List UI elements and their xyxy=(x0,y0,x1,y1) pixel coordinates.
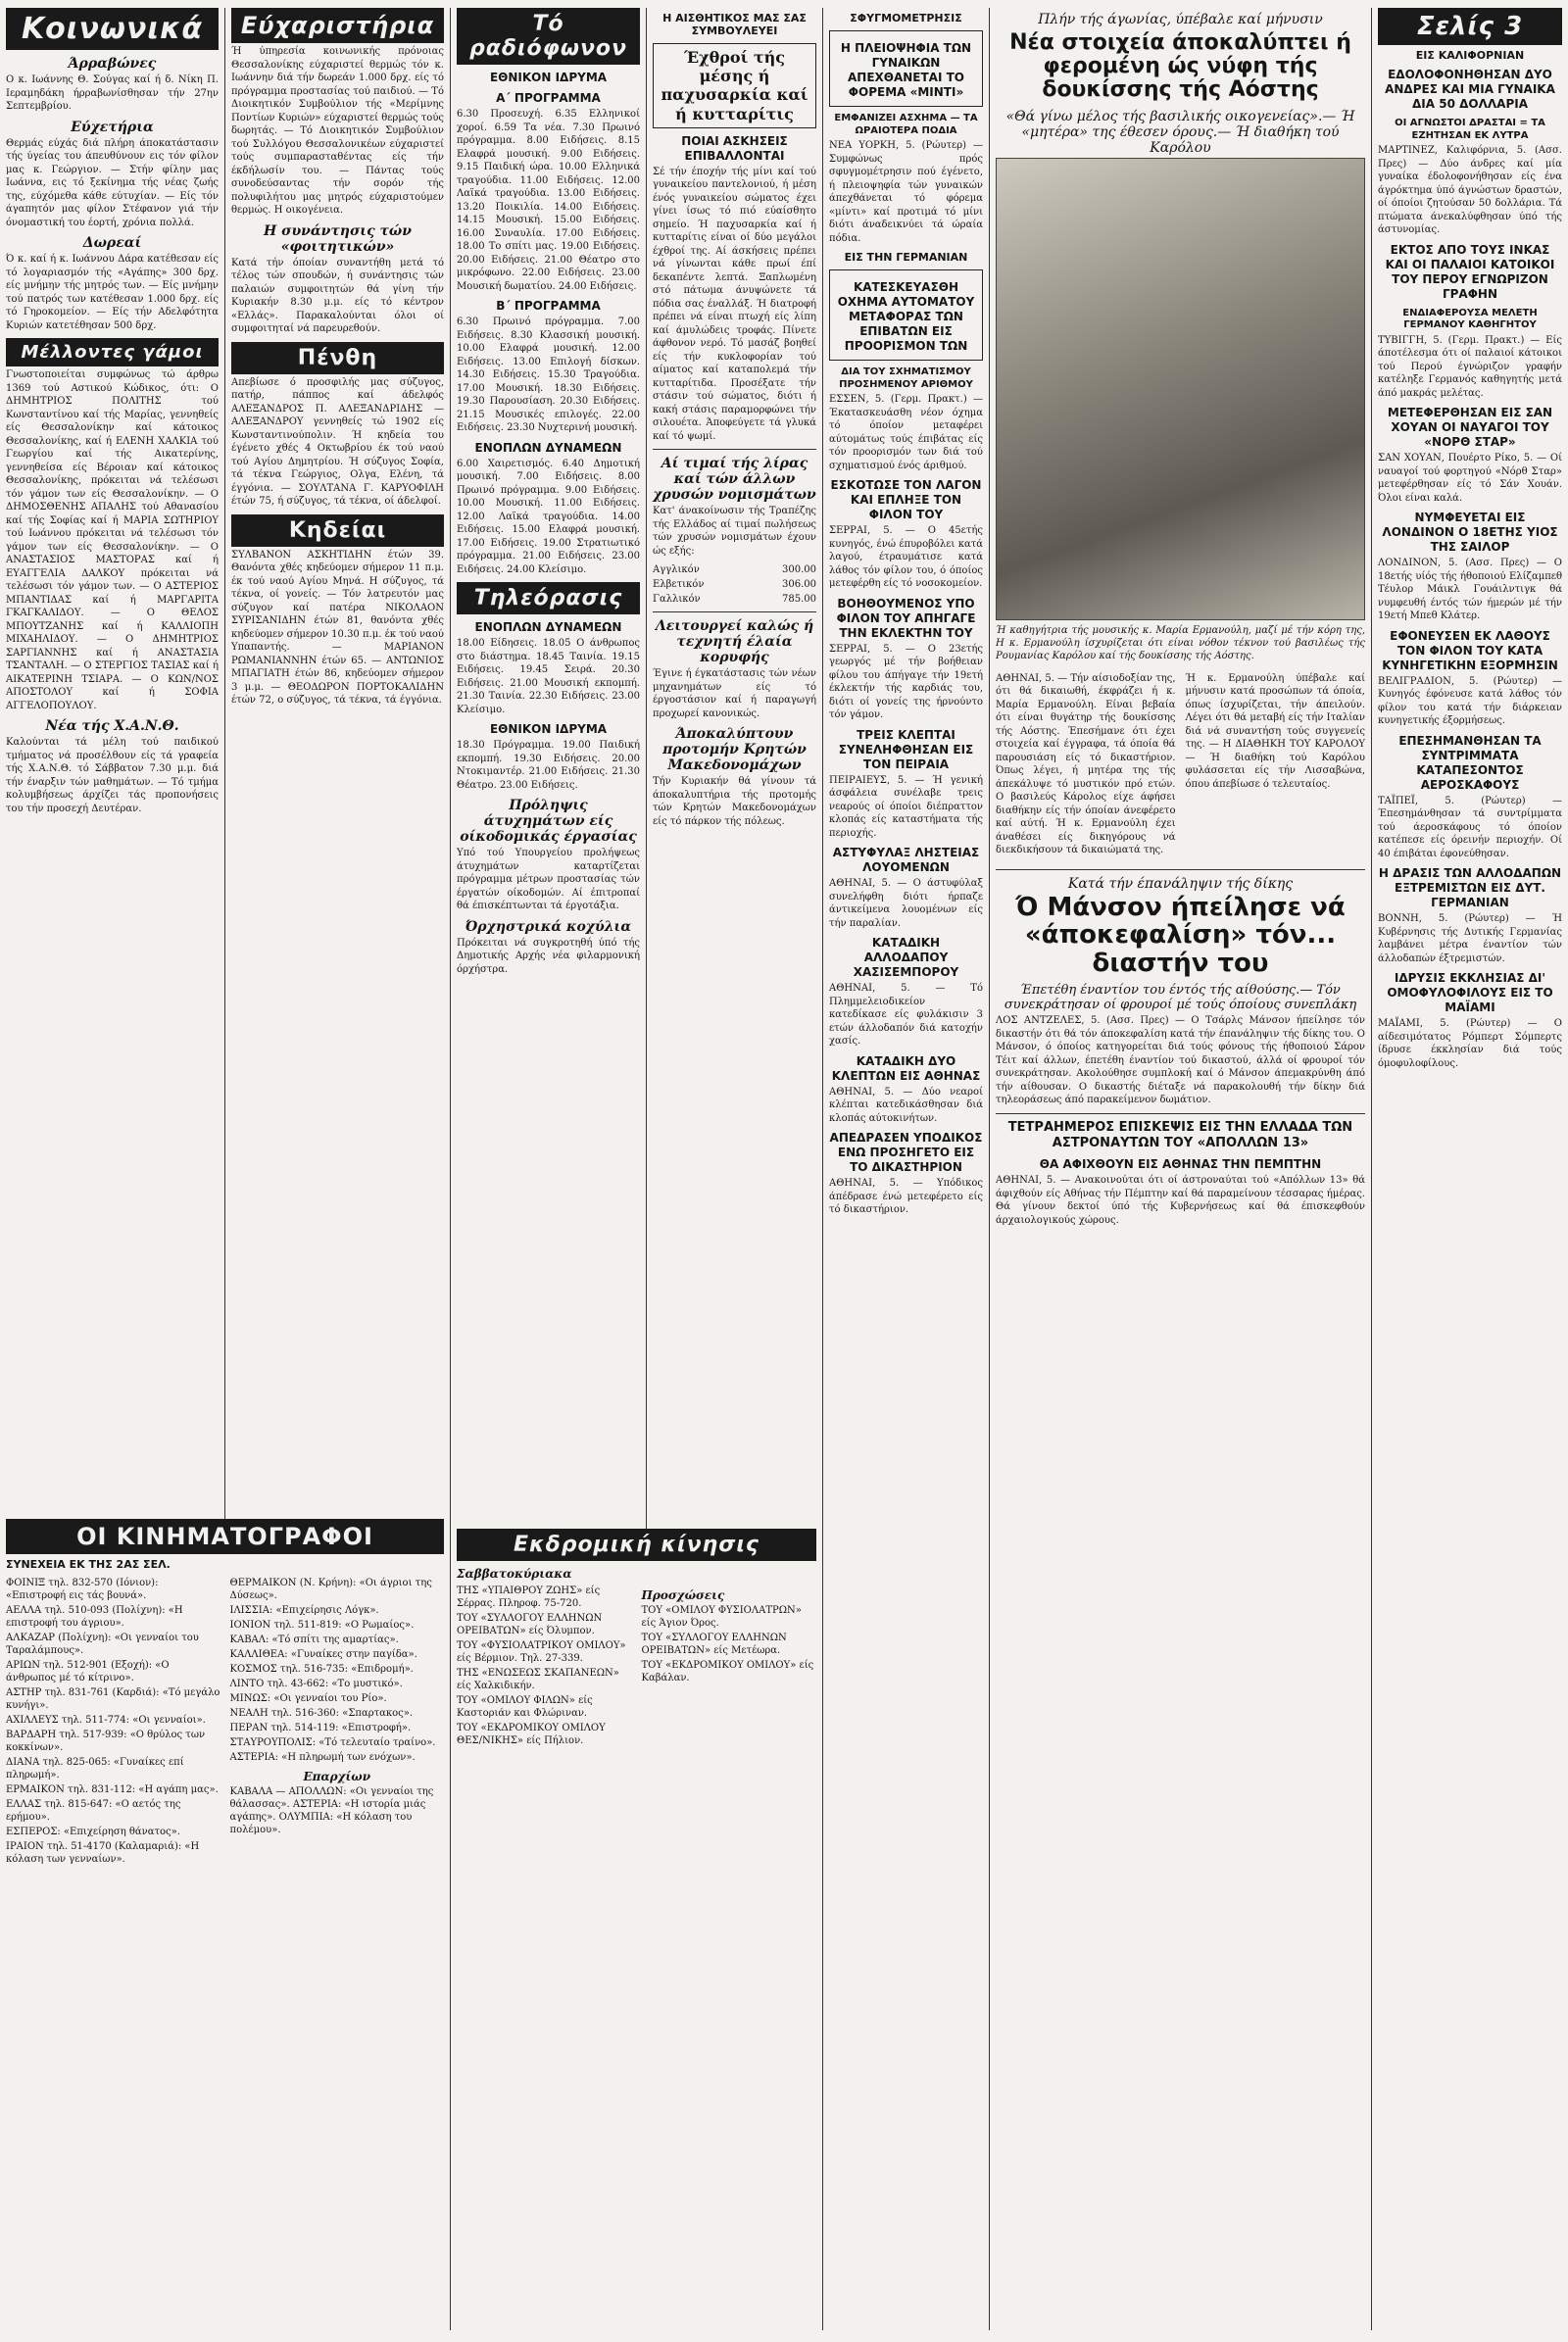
survey-text: ΝΕΑ ΥΟΡΚΗ, 5. (Ρώυτερ) — Συμφώνως πρός σφυγμομέτρησιν πού έγένετο, ή πλειοψηφία τών γυναικών άπεχθάνεται τό φόρεμα «μίντι» καί προτιμά τό μίνι διότι άναδεικνύει τά ώραία πόδια. xyxy=(829,140,983,244)
accident-prevention-heading: Πρόληψις άτυχημάτων είς οίκοδομικάς έργασίας xyxy=(460,798,637,845)
cinema-entry: ΠΕΡΑΝ τηλ. 514-119: «Επιστροφή». xyxy=(229,1723,412,1733)
california-kicker: ΕΙΣ ΚΑΛΙΦΟΡΝΙΑΝ xyxy=(1415,49,1525,62)
cinema-entry: ΕΛΛΑΣ τηλ. 815-647: «Ο αετός της ερήμου». xyxy=(6,1799,181,1823)
excursion-entry: ΤΟΥ «ΣΥΛΛΟΓΟΥ ΕΛΛΗΝΩΝ ΟΡΕΙΒΑΤΩΝ» είς Όλυμπον. xyxy=(457,1613,603,1636)
cinema-entry: ΕΣΠΕΡΟΣ: «Επιχείρηση θάνατος». xyxy=(6,1827,180,1837)
radio-program-a: 6.30 Προσευχή. 6.35 Ελληνικοί χοροί. 6.59 Τα νέα. 7.30 Πρωινό πρόγραμμα. 8.00 Ειδήσεις. 8.15 Ελαφρά μουσική. 9.00 Ειδήσεις. 9.15 Παιδική ώρα. 10.00 Ελληνικά τραγούδια. 11.00 Ειδήσεις. 12.00 Λαϊκά τραγούδια. 13.00 Ειδήσεις. 13.20 Ποικιλία. 14.00 Ειδήσεις. 14.15 Μουσική. 15.00 Ειδήσεις. 16.00 Συναυλία. 17.00 Ειδήσεις. 18.00 Το σπίτι μας. 19.00 Ειδήσεις. 20.00 Ειδήσεις. 21.00 Θέατρο στο μικρόφωνο. 22.00 Ειδήσεις. 23.00 Μουσική δωματίου. 24.00 Ειδήσεις. xyxy=(457,109,640,292)
cinema-section xyxy=(0,1519,450,2332)
church-text: ΜΑΪΑΜΙ, 5. (Ρώυτερ) — Ο αίδεσιμότατος Ρόμπερτ Σόμπερτς ίδρυσε έκκλησίαν διά τούς όμοφυλοφίλους. xyxy=(1378,1018,1562,1069)
california-text: ΜΑΡΤΙΝΕΖ, Καλιφόρνια, 5. (Ασσ. Πρες) — Δύο άνδρες καί μία γυναίκα έδολοφονήθησαν είς ένα άγρόκτημα ύπό άγνώστων δραστών, οί όποίοι ζητούσαν 50 δολλάρια. Τά πτώματα άνεκαλύφθησαν ύπό τής άστυνομίας. xyxy=(1378,145,1562,235)
two-thieves-title: ΚΑΤΑΔΙΚΗ ΔΥΟ ΚΛΕΠΤΩΝ ΕΙΣ ΑΘΗΝΑΣ xyxy=(831,1053,981,1083)
column-lead xyxy=(990,8,1371,2340)
manson-subheadline: Έπετέθη έναντίον του έντός τής αίθούσης.— Τόν συνεκράτησαν οί φρουροί μέ τούς όποίους συνεπλάκη xyxy=(1004,983,1357,1013)
california-subtitle: ΟΙ ΑΓΝΩΣΤΟΙ ΔΡΑΣΤΑΙ = ΤΑ ΕΖΗΤΗΣΑΝ ΕΚ ΛΥΤΡΑ xyxy=(1395,118,1545,141)
beauty-title-box xyxy=(653,43,816,128)
apollo-text: ΑΘΗΝΑΙ, 5. — Ανακοινούται ότι οί άστροναύται τού «Απόλλων 13» θά άφιχθούν είς Αθήνας τήν Πέμπτην καί θά παραμείνουν τέσσαρας ήμέρας. Θά γίνουν δεκτοί ύπό τής Κυβερνήσεως καί θά έπισκεφθούν άρχαιολογικούς χώρους. xyxy=(996,1175,1365,1226)
apollo-headline: ΤΕΤΡΑΗΜΕΡΟΣ ΕΠΙΣΚΕΨΙΣ ΕΙΣ ΤΗΝ ΕΛΛΑΔΑ ΤΩΝ ΑΣΤΡΟΝΑΥΤΩΝ ΤΟΥ «ΑΠΟΛΛΩΝ 13» xyxy=(1007,1119,1353,1151)
gold-prices-text: Κατ' άνακοίνωσιν τής Τραπέζης τής Ελλάδος αί τιμαί πωλήσεως τών χρυσών νομισμάτων έχουν ώς εξής: xyxy=(653,506,816,557)
bust-heading: Άποκαλύπτουν προτομήν Κρητών Μακεδονομάχων xyxy=(662,726,807,774)
provinces-text: ΚΑΒΑΛΑ — ΑΠΟΛΛΩΝ: «Οι γενναίοι της θάλασσας». ΑΣΤΕΡΙΑ: «Η ιστορία μιάς αγάπης». ΟΛΥΜΠΙΑ: «Η κόλαση του πολέμου». xyxy=(229,1786,434,1835)
vehicle-title-box xyxy=(829,269,983,361)
excursion-entry: ΤΗΣ «ΕΝΩΣΕΩΣ ΣΚΑΠΑΝΕΩΝ» είς Χαλκιδικήν. xyxy=(457,1668,619,1691)
escape-title: ΑΠΕΔΡΑΣΕΝ ΥΠΟΔΙΚΟΣ ΕΝΩ ΠΡΟΣΗΓΕΤΟ ΕΙΣ ΤΟ ΔΙΚΑΣΤΗΡΙΟΝ xyxy=(829,1131,983,1174)
radio-masthead: Τό ραδιόφωνον xyxy=(457,8,640,65)
holidays-heading: Προσχώσεις xyxy=(641,1588,725,1602)
survey-title-box xyxy=(829,30,983,107)
lead-body-2: Ή κ. Ερμανούλη ύπέβαλε καί μήνυσιν κατά προσώπων τά όποία, όπως ίσχυρίζεται, τήν άπειλούν. Λέγει ότι θά μεταβή είς τήν Ιταλίαν διά νά συναντήση τούς συγγενείς της. — Η ΔΙΑΘΗΚΗ ΤΟΥ ΚΑΡΟΛΟΥ — Ή διαθήκη τού Καρόλου φυλάσσεται είς τήν Λισσαβώνα, όπου άπεβίωσε ό τελευταίος. xyxy=(1185,672,1365,790)
thanks-text: Ή ύπηρεσία κοινωνικής πρόνοιας Θεσσαλονίκης εύχαριστεί θερμώς τόν κ. Ιωάννην διά τήν δωρεάν 1.000 δρχ. είς τό πρόγραμμα προστασίας τού παιδιού. — Τό Διοικητικόν Συμβούλιον τής «Μερίμνης Ποντίων Κυριών» εύχαριστεί θερμώς τούς δωρητάς. — Τό Διοικητικόν Συμβούλιον τού Συλλόγου Θεσσαλονικέων εύχαριστεί τούς συμπαρασταθέντας είς τήν έκδήλωσίν του. — Πάντας τούς συνοδεύσαντας τήν σορόν τής πολυφιλήτου μας μητρός εύχαριστούμεν θερμώς. Η οικογένεια. xyxy=(231,46,444,216)
coin-price: 785.00 xyxy=(782,594,816,606)
extremists-text: ΒΟΝΝΗ, 5. (Ρώυτερ) — Ή Κυβέρνησις τής Δυτικής Γερμανίας λαμβάνει μέτρα έναντίον τών άλλοδαπών έξτρεμιστών. xyxy=(1378,913,1562,964)
excursion-entry: ΤΟΥ «ΟΜΙΛΟΥ ΦΥΣΙΟΛΑΤΡΩΝ» είς Άγιον Όρος. xyxy=(641,1605,802,1629)
weekend-heading: Σαββατοκύριακα xyxy=(457,1567,572,1581)
two-thieves-text: ΑΘΗΝΑΙ, 5. — Δύο νεαροί κλέπται κατεδικάσθησαν διά κλοπάς αύτοκινήτων. xyxy=(829,1086,983,1124)
excursion-entry: ΤΟΥ «ΟΜΙΛΟΥ ΦΙΛΩΝ» είς Καστοριάν και Φλώριναν. xyxy=(457,1695,593,1719)
cinema-entry: ΣΤΑΥΡΟΥΠΟΛΙΣ: «Τό τελευταίο τραίνο». xyxy=(229,1737,436,1748)
abduction-text: ΣΕΡΡΑΙ, 5. — Ο 23ετής γεωργός μέ τήν βοήθειαν φίλου του άπήγαγε τήν 19ετή έκλεκτήν τής καρδιάς του, διότι οί γονείς της ήρνούντο τόν γάμον. xyxy=(829,643,983,720)
cinema-list-right xyxy=(230,1575,445,1868)
table-row xyxy=(653,593,816,606)
cinema-entry: ΕΡΜΑΙΚΟΝ τηλ. 831-112: «Η αγάπη μας». xyxy=(6,1784,219,1795)
funerals-heading: Κηδείαι xyxy=(231,514,444,547)
coin-name: Αγγλικόν xyxy=(653,564,700,576)
excursion-entry: ΤΗΣ «ΥΠΑΙΘΡΟΥ ΖΩΗΣ» είς Σέρρας. Πληροφ. 75-720. xyxy=(457,1586,601,1609)
social-masthead: Κοινωνικά xyxy=(6,8,219,50)
cinema-entry: ΜΙΝΩΣ: «Οι γενναίοι του Ρίο». xyxy=(229,1693,387,1704)
column-world xyxy=(1372,8,1568,2340)
cinema-entry: ΚΑΒΑΛ: «Τό σπίτι της αμαρτίας». xyxy=(229,1635,399,1645)
factory-heading: Λειτουργεί καλώς ή τεχνητή έλαία κορυφής xyxy=(655,618,814,666)
column-thanks xyxy=(225,8,450,1517)
table-row xyxy=(653,578,816,591)
lead-body-1: ΑΘΗΝΑΙ, 5. — Τήν αίσιοδοξίαν της, ότι θά δικαιωθή, έκφράζει ή κ. Μαρία Ερμανούλη. Είναι βεβαία ότι είναι θυγάτηρ τής δουκίσσης τής Αόστης. Έπεσήμανε ότι έχει στοιχεία καί έγγραφα, τά όποία θά παρουσιάση είς τό δικαστήριον. Όπως λέγει, ή μητέρα της τής άπεκάλυψε τό μυστικόν πρό ετών. Ο βασιλεύς Κάρολος είχε άφήσει διαθήκην είς τήν όποίαν άνεφέρετο καί αύτή. Ή κ. Ερμανούλη έχει άναθέσει είς δικηγόρους νά διεκδικήσουν τά δικαιώματά της. xyxy=(996,672,1176,856)
factory-text: Έγινε ή έγκατάστασις τών νέων μηχανημάτων είς τό έργοστάσιον καί ή παραγωγή προχωρεί κανονικώς. xyxy=(653,668,816,719)
radio-program-b: 6.30 Πρωινό πρόγραμμα. 7.00 Ειδήσεις. 8.30 Κλασσική μουσική. 10.00 Ελαφρά μουσική. 12.00 Ειδήσεις. 13.00 Επιλογή δίσκων. 14.30 Ειδήσεις. 15.30 Τραγούδια. 17.00 Μουσική. 18.30 Ειδήσεις. 19.30 Παρουσίαση. 20.30 Ειδήσεις. 21.15 Μουσικές επιλογές. 22.00 Ειδήσεις. 23.30 Νυχτερινή μουσική. xyxy=(457,317,640,433)
cinema-entry: ΑΡΙΩΝ τηλ. 512-901 (Εξοχή): «Ο άνθρωπος μέ τό κίτρινο». xyxy=(6,1660,170,1683)
accident-prevention-text: Υπό τού Υπουργείου προλήψεως άτυχημάτων καταρτίζεται πρόγραμμα μέτρων προστασίας τών έργατών οίκοδομών. Αί έπιτροπαί θά έπισκέπτωνται τά έργοτάξια. xyxy=(457,848,640,911)
engagements-heading: Άρραβώνες xyxy=(68,56,157,72)
funerals-text: ΣΥΛΒΑΝΟΝ ΑΣΚΗΤΙΔΗΝ έτών 39. Θανόντα χθές κηδεύομεν σήμερον 11 π.μ. έκ τού ναού Αγίου Μηνά. Η σύζυγος, τά τέκνα, οί γονείς. — Τόν λατρευτόν μας σύζυγον καί πατέρα ΝΙΚΟΛΑΟΝ ΣΥΡΙΣΑΝΙΔΗΝ έτών 81, θανόντα χθές κηδεύομεν σήμερον 10.30 π.μ. έκ τού ναού Υπαπαντής. — ΜΑΡΙΑΝΟΝ ΡΩΜΑΝΙΑΝΝΗΝ έτών 65. — ΑΝΤΩΝΙΟΣ ΜΠΑΓΙΑΤΗ έτών 86, κηδεύομεν σήμερον 3 μ.μ. — ΘΕΟΔΩΡΟΝ ΠΟΡΤΟΚΑΛΙΔΗΝ έτών 72, ο σύζυγος, τά τέκνα, τά έγγόνια. xyxy=(231,549,444,706)
cinema-entry: ΔΙΑΝΑ τηλ. 825-065: «Γυναίκες επί πληρωμή». xyxy=(6,1757,184,1781)
students-heading: Η συνάντησις τών «φοιτητικών» xyxy=(264,222,412,255)
armed-forces-heading: ΕΝΟΠΛΩΝ ΔΥΝΑΜΕΩΝ xyxy=(474,440,622,455)
excursions-heading: Εκδρομική κίνησις xyxy=(457,1529,816,1561)
excursion-entry: ΤΟΥ «ΣΥΛΛΟΓΟΥ ΕΛΛΗΝΩΝ ΟΡΕΙΒΑΤΩΝ» είς Μετέωρα. xyxy=(641,1633,787,1656)
tv-eirt-text: 18.30 Πρόγραμμα. 19.00 Παιδική εκπομπή. 19.30 Ειδήσεις. 20.00 Ντοκιμαντέρ. 21.00 Ειδήσεις. 21.30 Θέατρο. 23.00 Ειδήσεις. xyxy=(457,740,640,791)
bust-text: Τήν Κυριακήν θά γίνουν τά άποκαλυπτήρια τής προτομής τών Κρητών Μακεδονομάχων είς τό πάρκον τής πόλεως. xyxy=(653,776,816,827)
tv-armed-heading: ΕΝΟΠΛΩΝ ΔΥΝΑΜΕΩΝ xyxy=(474,620,622,634)
vehicle-title: ΚΑΤΕΣΚΕΥΑΣΘΗ ΟΧΗΜΑ ΑΥΤΟΜΑΤΟΥ ΜΕΤΑΦΟΡΑΣ ΤΩΝ ΕΠΙΒΑΤΩΝ ΕΙΣ ΠΡΟΟΡΙΣΜΟΝ ΤΩΝ xyxy=(837,280,975,353)
radio-program-b-heading: Β΄ ΠΡΟΓΡΑΜΜΑ xyxy=(496,299,601,313)
weddings-heading: Μέλλοντες γάμοι xyxy=(6,338,219,366)
radio-program-a-heading: Α΄ ΠΡΟΓΡΑΜΜΑ xyxy=(496,91,601,105)
provinces-heading: Επαρχίων xyxy=(303,1770,371,1783)
apollo-subheadline: ΘΑ ΑΦΙΧΘΟΥΝ ΕΙΣ ΑΘΗΝΑΣ ΤΗΝ ΠΕΜΠΤΗΝ xyxy=(1039,1157,1322,1172)
lead-photo-caption: Ή καθηγήτρια τής μουσικής κ. Μαρία Ερμανούλη, μαζί μέ τήν κόρη της, Η κ. Ερμανούλη ίσχυρίζεται ότι είναι νόθον τέκνον τού βασιλέως τής Ρουμανίας Καρόλου καί τής δουκίσσης τής Αόστης. xyxy=(996,624,1365,661)
cinema-entry: ΚΑΛΛΙΘΕΑ: «Γυναίκες στην παγίδα». xyxy=(229,1649,417,1660)
hashish-title: ΚΑΤΑΔΙΚΗ ΑΛΛΟΔΑΠΟΥ ΧΑΣΙΣΕΜΠΟΡΟΥ xyxy=(853,936,959,979)
cinema-entry: ΝΕΑΛΗ τηλ. 516-360: «Σπαρτακος». xyxy=(229,1708,414,1719)
lead-kicker: Πλήν τής άγωνίας, ύπέβαλε καί μήνυσιν xyxy=(1038,12,1323,27)
wishes-heading: Εύχετήρια xyxy=(71,119,154,135)
column-news-short xyxy=(823,8,989,2340)
cinema-entry: ΑΣΤΗΡ τηλ. 831-761 (Καρδιά): «Τό μεγάλο κυνήγι». xyxy=(6,1687,220,1711)
taylor-son-title: ΝΥΜΦΕΥΕΤΑΙ ΕΙΣ ΛΟΝΔΙΝΟΝ Ο 18ΕΤΗΣ ΥΙΟΣ ΤΗΣ ΣΑΙΛΟΡ xyxy=(1382,511,1558,554)
peru-title: ΕΚΤΟΣ ΑΠΟ ΤΟΥΣ ΙΝΚΑΣ ΚΑΙ ΟΙ ΠΑΛΑΙΟΙ ΚΑΤΟΙΚΟΙ ΤΟΥ ΠΕΡΟΥ ΕΓΝΩΡΙΖΟΝ ΓΡΑΦΗΝ xyxy=(1385,242,1555,301)
lead-photo xyxy=(996,158,1365,620)
cinema-entry: ΒΑΡΔΑΡΗ τηλ. 517-939: «Ο θρύλος των κοκκίνων». xyxy=(6,1730,206,1753)
excursion-entry: ΤΟΥ «ΦΥΣΙΟΛΑΤΡΙΚΟΥ ΟΜΙΛΟΥ» είς Βέρμιον. Τηλ. 27-339. xyxy=(457,1640,626,1664)
extremists-title: Η ΔΡΑΣΙΣ ΤΩΝ ΑΛΛΟΔΑΠΩΝ ΕΞΤΡΕΜΙΣΤΩΝ ΕΙΣ ΔΥΤ. ΓΕΡΜΑΝΙΑΝ xyxy=(1378,866,1562,909)
weddings-text: Γνωστοποιείται συμφώνως τώ άρθρω 1369 τού Αστικού Κώδικος, ότι: Ο ΔΗΜΗΤΡΙΟΣ ΠΟΛΙΤΗΣ τού Κωνσταντίνου καί τής Μαρίας, γεννηθείς είς Θεσσαλονίκην καί κάτοικος Θεσσαλονίκης, καί ή ΕΛΕΝΗ ΧΑΛΚΙΑ τού Γεωργίου καί τής Αικατερίνης, γεννηθείσα είς Βέροιαν καί κάτοικος Θεσσαλονίκης, πρόκειται νά τελέσωσι τόν γάμον των είς Θεσσαλονίκην. — Ο ΔΗΜΟΣΘΕΝΗΣ ΑΠΑΛΗΣ τού Αθανασίου καί τής Σοφίας καί ή ΜΑΡΙΑ ΣΩΤΗΡΙΟΥ τού Ιωάννου πρόκειται νά τελέσωσι τόν γάμον των είς Θεσσαλονίκην. — Ο ΑΝΑΣΤΑΣΙΟΣ ΜΑΣΤΟΡΑΣ καί ή ΕΥΑΓΓΕΛΙΑ ΔΑΛΚΟΥ πρόκειται νά τελέσωσι τόν γάμον των. — Ο ΑΣΤΕΡΙΟΣ ΜΠΑΝΤΙΔΑΣ καί ή ΜΑΡΓΑΡΙΤΑ ΓΚΑΓΚΑΛΙΔΟΥ. — Ο ΘΕΛΟΣ ΜΠΟΥΤΖΑΝΗΣ καί ή ΚΑΛΛΙΟΠΗ ΜΙΧΑΗΛΙΔΟΥ. — Ο ΔΗΜΗΤΡΙΟΣ ΣΑΡΓΙΑΝΝΗΣ καί ή ΑΝΑΣΤΑΣΙΑ ΤΣΑΝΤΑΛΗ. — Ο ΣΤΕΡΓΙΟΣ ΤΑΣΙΑΣ καί ή ΑΙΚΑΤΕΡΙΝΗ ΤΣΙΑΡΑ. — Ο ΚΩΝ/ΝΟΣ ΑΠΟΣΤΟΛΟΥ καί ή ΣΟΦΙΑ ΑΓΓΕΛΟΠΟΥΛΟΥ. xyxy=(6,369,219,711)
beauty-text: Σέ τήν έποχήν τής μίνι καί τού γυναικείου παντελονιού, ή μέση ένός γυναικείου σώματος έχει γίνει ίσως τό πιό εύαίσθητο σημείο. Ή παχυσαρκία καί ή κυτταρίτις είναι οί δύο μεγάλοι έχθροί της. Αί άσκήσεις πρέπει νά γίνωνται κάθε πρωί έπί δεκαπέντε λεπτά. Ξαπλωμένη στό πάτωμα άνυψώνετε τά πόδια σας έναλλάξ. Ή διατροφή πρέπει νά είναι πτωχή είς λίπη καί άμυλώδεις τροφάς. Πίνετε άφθονον νερό. Τό μασάζ βοηθεί είς τήν κυκλοφορίαν τού αίματος καί καταπολεμά τήν κυτταρίτιδα. Προσέξατε τήν στάσιν τού σώματος, διότι ή κακή στάσις παραμορφώνει τήν σιλουέτα. Άποφεύγετε τά γλυκά καί τό ψωμί. xyxy=(653,166,816,442)
engagements-text: Ο κ. Ιωάννης Θ. Σούγας καί ή δ. Νίκη Π. Ιεραμηδάκη ήρραβωνίσθησαν τήν 27ην Σεπτεμβρίου. xyxy=(6,74,219,112)
peru-subtitle: ΕΝΔΙΑΦΕΡΟΥΣΑ ΜΕΛΕΤΗ ΓΕΡΜΑΝΟΥ ΚΑΘΗΓΗΤΟΥ xyxy=(1402,307,1538,330)
taylor-son-text: ΛΟΝΔΙΝΟΝ, 5. (Ασσ. Πρες) — Ο 18ετής υίός τής ήθοποιού Ελίζαμπεθ Τέυλορ Μάικλ Γουάιλντιγκ θά νυμφευθή έντός τών ήμερών μέ τήν 19ετή Μπεθ Κλάτερ. xyxy=(1378,558,1562,621)
survey-subtitle: ΕΜΦΑΝΙΖΕΙ ΑΣΧΗΜΑ — ΤΑ ΩΡΑΙΟΤΕΡΑ ΠΟΔΙΑ xyxy=(834,113,978,136)
cinema-entry: ΛΙΝΤΟ τηλ. 43-662: «Το μυστικό». xyxy=(229,1679,403,1689)
manson-kicker: Κατά τήν έπανάληψιν τής δίκης xyxy=(1067,875,1294,892)
cinema-heading: ΟΙ ΚΙΝΗΜΑΤΟΓΡΑΦΟΙ xyxy=(6,1519,444,1554)
tv-eirt-heading: ΕΘΝΙΚΟΝ ΙΔΡΥΜΑ xyxy=(489,722,608,736)
policeman-title: ΑΣΤΥΦΥΛΑΞ ΛΗΣΤΕΙΑΣ ΛΟΥΟΜΕΝΩΝ xyxy=(832,846,980,874)
thieves-text: ΠΕΙΡΑΙΕΥΣ, 5. — Ή γενική άσφάλεια συνέλαβε τρεις νεαρούς οί όποίοι διέπραττον κλοπάς είς καταστήματα τής περιοχής. xyxy=(829,774,983,839)
cinema-entry: ΙΛΙΣΣΙΑ: «Επιχείρησις Λόγκ». xyxy=(229,1605,379,1616)
hunting-accident-text: ΒΕΛΙΓΡΑΔΙΟΝ, 5. (Ρώυτερ) — Κυνηγός έφόνευσε κατά λάθος τόν φίλον του κατά τήν διάρκειαν κυνηγετικής έξορμήσεως. xyxy=(1378,675,1562,726)
orchestra-text: Πρόκειται νά συγκροτηθή ύπό τής Δημοτικής Αρχής νέα φιλαρμονική όρχήστρα. xyxy=(457,937,640,975)
thanks-masthead: Εύχαριστήρια xyxy=(231,8,444,43)
vehicle-subtitle: ΔΙΑ ΤΟΥ ΣΧΗΜΑΤΙΣΜΟΥ ΠΡΟΣΗΜΕΝΟΥ ΑΡΙΘΜΟΥ xyxy=(839,366,973,390)
hunting-accident-title: ΕΦΟΝΕΥΣΕΝ ΕΚ ΛΑΘΟΥΣ ΤΟΝ ΦΙΛΟΝ ΤΟΥ ΚΑΤΑ ΚΥΝΗΓΕΤΙΚΗΝ ΕΞΟΡΜΗΣΙΝ xyxy=(1382,628,1558,672)
cinema-entry: ΑΕΛΛΑ τηλ. 510-093 (Πολίχνη): «Η επιστροφή του άγριου». xyxy=(6,1605,183,1629)
northstar-title: ΜΕΤΕΦΕΡΘΗΣΑΝ ΕΙΣ ΣΑΝ ΧΟΥΑΝ ΟΙ ΝΑΥΑΓΟΙ ΤΟΥ «ΝΟΡΘ ΣΤΑΡ» xyxy=(1387,406,1553,449)
cinema-subheading: ΣΥΝΕΧΕΙΑ ΕΚ ΤΗΣ 2ΑΣ ΣΕΛ. xyxy=(6,1558,171,1571)
manson-headline: Ό Μάνσον ήπείλησε νά «άποκεφαλίση» τόν... διαστήν του xyxy=(1015,892,1346,978)
column-beauty xyxy=(647,8,822,1527)
students-text: Κατά τήν όποίαν συναντήθη μετά τό τέλος τών σπουδών, ή συνάντησις τών παλαιών συμφοιτητών θά γίνη τήν Κυριακήν 8.30 μ.μ. είς τό κέντρον «Ελλάς». Παρακαλούνται όλοι οί συμφοιτηταί νά παρευρεθούν. xyxy=(231,257,444,334)
beauty-title: Έχθροί τής μέσης ή παχυσαρκία καί ή κυτταρίτις xyxy=(661,48,808,123)
cinema-entry: ΘΕΡΜΑΙΚΟΝ (Ν. Κρήνη): «Οι άγριοι της Δύσεως». xyxy=(229,1578,432,1601)
cinema-entry: ΚΟΣΜΟΣ τηλ. 516-735: «Επιδρομή». xyxy=(229,1664,414,1675)
tv-masthead: Τηλεόρασις xyxy=(457,582,640,614)
coin-name: Γαλλικόν xyxy=(653,594,701,606)
donations-heading: Δωρεαί xyxy=(82,235,142,251)
coin-price: 306.00 xyxy=(782,579,816,591)
california-title: ΕΔΟΛΟΦΟΝΗΘΗΣΑΝ ΔΥΟ ΑΝΔΡΕΣ ΚΑΙ ΜΙΑ ΓΥΝΑΙΚΑ ΔΙΑ 50 ΔΟΛΛΑΡΙΑ xyxy=(1385,68,1555,111)
orchestra-heading: Όρχηστρικά κοχύλια xyxy=(465,918,632,935)
cinema-entry: ΦΟΙΝΙΞ τηλ. 832-570 (Ιόνιον): «Επιστροφή εις τάς βουνά». xyxy=(6,1578,159,1601)
beauty-kicker: Η ΑΙΣΘΗΤΙΚΟΣ ΜΑΣ ΣΑΣ ΣΥΜΒΟΥΛΕΥΕΙ xyxy=(662,12,807,37)
gold-prices-table xyxy=(653,563,816,606)
church-title: ΙΔΡΥΣΙΣ ΕΚΚΛΗΣΙΑΣ ΔΙ' ΟΜΟΦΥΛΟΦΙΛΟΥΣ ΕΙΣ ΤΟ ΜΑΪΑΜΙ xyxy=(1387,971,1553,1014)
cinema-entry: ΑΣΤΕΡΙΑ: «Η πληρωμή των ενόχων». xyxy=(229,1752,416,1763)
wishes-text: Θερμάς εύχάς διά πλήρη άποκατάστασιν τής ύγείας του άπευθύνουν εις τόν φίλον μας κ. Γεώργιον. — Στήν φίλην μας Ιωάννα, εις τό ξεκίνημα τής νέας ζωής της, εύχόμεθα κάθε εύτυχίαν. — Είς τόν άγαπητόν μας φίλον Στέφανον γιά τήν όνομαστική του έορτή, χρόνια πολλά. xyxy=(6,137,219,228)
vehicle-kicker: ΕΙΣ ΤΗΝ ΓΕΡΜΑΝΙΑΝ xyxy=(844,251,968,264)
cinema-entry: ΙΟΝΙΟΝ τηλ. 511-819: «Ο Ρωμαίος». xyxy=(229,1620,415,1631)
coin-price: 300.00 xyxy=(782,564,816,576)
excursion-entry: ΤΟΥ «ΕΚΔΡΟΜΙΚΟΥ ΟΜΙΛΟΥ ΘΕΣ/ΝΙΚΗΣ» είς Πήλιον. xyxy=(457,1723,606,1746)
hunter-title: ΕΣΚΟΤΩΣΕ ΤΟΝ ΛΑΓΟΝ ΚΑΙ ΕΠΛΗΞΕ ΤΟΝ ΦΙΛΟΝ ΤΟΥ xyxy=(830,478,982,521)
excursions-section xyxy=(451,1529,822,2332)
cinema-list-left xyxy=(6,1575,220,1868)
xano-text: Καλούνται τά μέλη τού παιδικού τμήματος νά προσέλθουν είς τά γραφεία τής Χ.Α.Ν.Θ. τό Σάββατον 7.30 μ.μ. διά τήν έναρξιν τών μαθημάτων. — Τό τμήμα κολυμβήσεως άρχίζει τάς προπονήσεις του τήν προσεχή Δευτέραν. xyxy=(6,737,219,814)
table-row xyxy=(653,563,816,576)
page-number-masthead: Σελίς 3 xyxy=(1378,8,1562,45)
radio-station: ΕΘΝΙΚΟΝ ΙΔΡΥΜΑ xyxy=(489,71,608,84)
lead-subheadline: «Θά γίνω μέλος τής βασιλικής οικογενείας».— Ή «μητέρα» της έθεσεν όρους.— Ή διαθήκη τού Καρόλου xyxy=(1005,108,1355,156)
lead-headline: Νέα στοιχεία άποκαλύπτει ή φερομένη ώς νύφη τής δουκίσσης τής Αόστης xyxy=(1009,30,1351,103)
coin-name: Ελβετικόν xyxy=(653,579,705,591)
tv-armed-text: 18.00 Είδησεις. 18.05 Ο άνθρωπος στο διάστημα. 18.45 Ταινία. 19.15 Ειδήσεις. 19.45 Σειρά. 20.30 Ειδήσεις. 21.00 Μουσική εκπομπή. 21.30 Ταινία. 22.30 Ειδήσεις. 23.00 Κλείσιμο. xyxy=(457,638,640,715)
manson-text: ΛΟΣ ΑΝΤΖΕΛΕΣ, 5. (Ασσ. Πρες) — Ο Τσάρλς Μάνσον ήπείλησε τόν δικαστήν ότι θά τόν άποκεφαλίση κατά τήν έπανάληψιν τής δίκης του. Ο Μάνσον, ό όποίος κατηγορείται διά τούς φόνους τής ήθοποιού Σάρον Τέιτ καί άλλων, έπετέθη έναντίον τού δικαστού, άλλά οί φρουροί τόν συνεκράτησαν. Ακολούθησε συμπλοκή καί ό Μάνσον άπεμακρύνθη άπό τήν αίθουσαν. Ο δικαστής διέταξε νά παρακολουθή τήν δίκην διά τηλεοράσεως άπό παρακείμενον δωμάτιον. xyxy=(996,1015,1365,1106)
hunter-text: ΣΕΡΡΑΙ, 5. — Ο 45ετής κυνηγός, ένώ έπυροβόλει κατά λαγού, έτραυμάτισε κατά λάθος τόν φίλον του, ό όποίος μετεφέρθη είς τό νοσοκομείον. xyxy=(829,525,983,589)
mourning-text: Απεβίωσε ό προσφιλής μας σύζυγος, πατήρ, πάππος καί άδελφός ΑΛΕΞΑΝΔΡΟΣ Π. ΑΛΕΞΑΝΔΡΙΔΗΣ — ΑΛΕΞΑΝΔΡΟΥ γεννηθείς τώ 1902 είς Κωνσταντινούπολιν. Ή κηδεία του έγένετο χθές 4 Οκτωβρίου έκ τού ναού τού Αγίου Δημητρίου. Ή σύζυγος Σοφία, τά τέκνα Γεώργιος, Ολγα, Ελένη, τά έγγόνια. — ΣΟΥΛΤΑΝΑ Γ. ΚΑΡΥΟΦΙΛΗ έτών 75, ή σύζυγος, τά τέκνα, οί άδελφοί. xyxy=(231,376,444,507)
cinema-entry: ΑΛΚΑΖΑΡ (Πολίχνη): «Οι γενναίοι του Ταραλάμπους». xyxy=(6,1633,199,1656)
armed-forces-text: 6.00 Χαιρετισμός. 6.40 Δημοτική μουσική. 7.00 Ειδήσεις. 8.00 Πρωινό πρόγραμμα. 9.00 Ειδήσεις. 10.00 Μουσική. 11.00 Ειδήσεις. 12.00 Λαϊκά τραγούδια. 14.00 Ειδήσεις. 15.00 Ελαφρά μουσική. 17.00 Ειδήσεις. 19.00 Στρατιωτικό πρόγραμμα. 21.00 Ειδήσεις. 23.00 Ειδήσεις. 24.00 Κλείσιμο. xyxy=(457,458,640,575)
xano-heading: Νέα τής Χ.Α.Ν.Θ. xyxy=(45,718,179,734)
policeman-text: ΑΘΗΝΑΙ, 5. — Ο άστυφύλαξ συνελήφθη διότι ήρπαζε άντικείμενα λουομένων είς τήν παραλίαν. xyxy=(829,878,983,929)
hashish-text: ΑΘΗΝΑΙ, 5. — Τό Πλημμελειοδικείον κατεδίκασε είς φυλάκισιν 3 ετών άλλοδαπόν διά κατοχήν χασίς. xyxy=(829,983,983,1047)
cinema-entry: ΑΧΙΛΛΕΥΣ τηλ. 511-774: «Οι γενναίοι». xyxy=(6,1715,206,1726)
northstar-text: ΣΑΝ ΧΟΥΑΝ, Πουέρτο Ρίκο, 5. — Οί ναυαγοί τού φορτηγού «Νόρθ Σταρ» μετεφέρθησαν είς τό Σάν Χουάν. Όλοι είναι καλά. xyxy=(1378,453,1562,504)
survey-kicker: ΣΦΥΓΜΟΜΕΤΡΗΣΙΣ xyxy=(850,12,962,24)
peru-text: ΤΥΒΙΓΓΗ, 5. (Γερμ. Πρακτ.) — Είς άποτέλεσμα ότι οί παλαιοί κάτοικοι τού Περού έγνώριζον γραφήν κατέληξε Γερμανός καθηγητής μετά άπό μακράς μελέτας. xyxy=(1378,334,1562,399)
excursion-entry: ΤΟΥ «ΕΚΔΡΟΜΙΚΟΥ ΟΜΙΛΟΥ» είς Καβάλαν. xyxy=(641,1660,814,1683)
cinema-entry: ΙΡΑΙΟΝ τηλ. 51-4170 (Καλαμαριά): «Η κόλαση των γενναίων». xyxy=(6,1841,200,1865)
vehicle-text: ΕΣΣΕΝ, 5. (Γερμ. Πρακτ.) — Έκατασκευάσθη νέον όχημα τό όποίον μεταφέρει αύτομάτως τούς έπιβάτας είς τόν προορισμόν των διά τού σχηματισμού ένός άριθμού. xyxy=(829,394,983,471)
mourning-heading: Πένθη xyxy=(231,342,444,374)
aircraft-text: ΤΑΪΠΕΪ, 5. (Ρώυτερ) — Έπεσημάνθησαν τά συντρίμματα τού άεροσκάφους τό όποίον κατέπεσε είς όρεινήν περιοχήν. Οί 40 έπιβάται έφονεύθησαν. xyxy=(1378,795,1562,859)
thieves-title: ΤΡΕΙΣ ΚΛΕΠΤΑΙ ΣΥΝΕΛΗΦΘΗΣΑΝ ΕΙΣ ΤΟΝ ΠΕΙΡΑΙΑ xyxy=(838,727,974,771)
aircraft-title: ΕΠΕΣΗΜΑΝΘΗΣΑΝ ΤΑ ΣΥΝΤΡΙΜΜΑΤΑ ΚΑΤΑΠΕΣΟΝΤΟΣ ΑΕΡΟΣΚΑΦΟΥΣ xyxy=(1398,733,1542,792)
abduction-title: ΒΟΗΘΟΥΜΕΝΟΣ ΥΠΟ ΦΙΛΟΝ ΤΟΥ ΑΠΗΓΑΓΕ ΤΗΝ ΕΚΛΕΚΤΗΝ ΤΟΥ xyxy=(836,596,976,640)
beauty-subtitle: ΠΟΙΑΙ ΑΣΚΗΣΕΙΣ ΕΠΙΒΑΛΛΟΝΤΑΙ xyxy=(681,133,788,163)
gold-prices-heading: Αί τιμαί τής λίρας καί τών άλλων χρυσών νομισμάτων xyxy=(653,456,816,504)
survey-title: Η ΠΛΕΙΟΨΗΦΙΑ ΤΩΝ ΓΥΝΑΙΚΩΝ ΑΠΕΧΘΑΝΕΤΑΙ ΤΟ ΦΟΡΕΜΑ «ΜΙΝΤΙ» xyxy=(840,41,972,99)
donations-text: Ό κ. καί ή κ. Ιωάννου Δάρα κατέθεσαν είς τό λογαριασμόν τής «Αγάπης» 300 δρχ. είς μνήμην τής μητρός των. — Είς μνήμην τού πατρός των κατέθεσαν 1.000 δρχ. είς τό Γηροκομείον. — Είς τήν Αδελφότητα Κυριών κατετέθησαν 500 δρχ. xyxy=(6,254,219,331)
escape-text: ΑΘΗΝΑΙ, 5. — Υπόδικος άπέδρασε ένώ μετεφέρετο είς τό δικαστήριον. xyxy=(829,1178,983,1215)
